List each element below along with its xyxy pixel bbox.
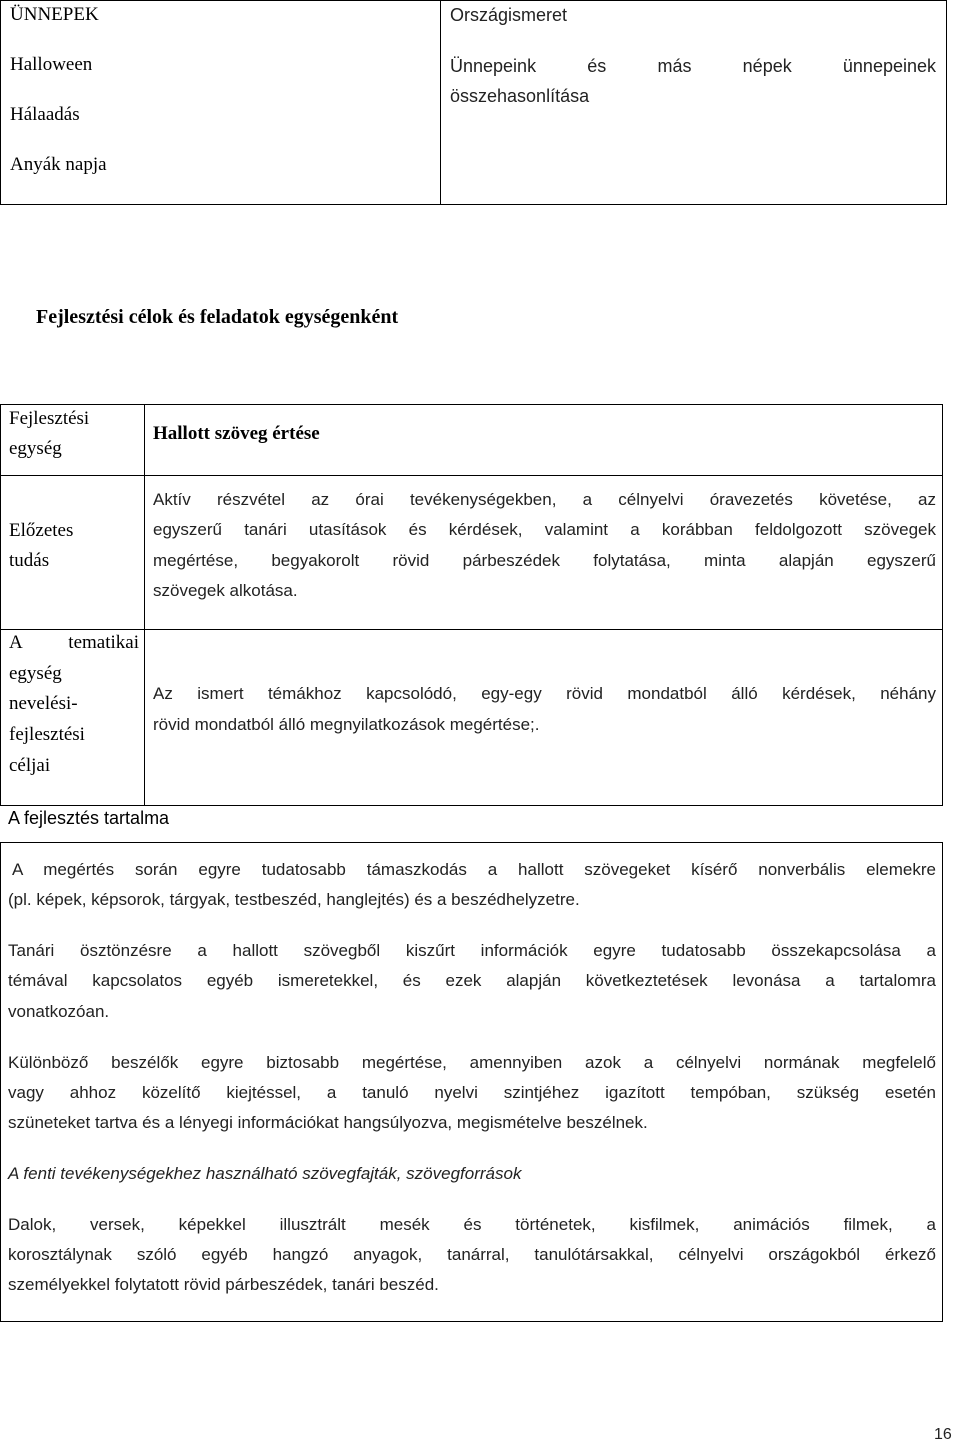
content-paragraph-line: szüneteket tartva és a lényegi információkat hangsúlyozva, megismételve beszélnek. [8,1113,648,1132]
content-paragraph-line: vagy ahhoz közelítő kiejtéssel, a tanuló nyelvi szintjéhez igazított tempóban, szükség esetén [8,1083,936,1102]
holiday-item: Halloween [10,54,93,75]
country-knowledge-line: Ünnepeink és más népek ünnepeinek [450,56,936,76]
unit-table-row-divider [0,629,943,630]
text-types-heading: A fenti tevékenységekhez használható szövegfajták, szövegforrások [8,1164,522,1183]
unit-table [0,404,943,806]
content-paragraph-line: korosztálynak szóló egyéb hangzó anyagok, tanárral, tanulótársakkal, célnyelvi országokból érkező [8,1245,936,1264]
row-label: tudás [9,550,50,571]
prior-knowledge-line: megértése, begyakorolt rövid párbeszédek folytatása, minta alapján egyszerű [153,551,936,570]
content-paragraph-line: vonatkozóan. [8,1002,110,1021]
prior-knowledge-line: egyszerű tanári utasítások és kérdések, valamint a korábban feldolgozott szövegek [153,520,936,539]
row-label: fejlesztési [9,724,85,745]
goals-line: Az ismert témákhoz kapcsolódó, egy-egy rövid mondatból álló kérdések, néhány [153,684,936,703]
page-number: 16 [934,1426,952,1443]
content-paragraph-line: személyekkel folytatott rövid párbeszédek, tanári beszéd. [8,1275,439,1294]
unit-table-row-divider [0,475,943,476]
holiday-item: Hálaadás [10,104,80,125]
row-label: egység [9,438,62,459]
country-knowledge-line: összehasonlítása [450,86,590,106]
unit-name: Hallott szöveg értése [153,423,320,444]
section-title: Fejlesztési célok és feladatok egységenként [36,306,399,328]
row-label: A tematikai [9,632,139,653]
country-knowledge-heading: Országismeret [450,5,568,25]
goals-line: rövid mondatból álló megnyilatkozások megértése;. [153,715,540,734]
holiday-item: Anyák napja [10,154,107,175]
content-paragraph-line: Különböző beszélők egyre biztosabb megértése, amennyiben azok a célnyelvi normának megfelelő [8,1053,936,1072]
content-heading: A fejlesztés tartalma [8,808,170,828]
prior-knowledge-line: szövegek alkotása. [153,581,298,600]
row-label: Előzetes [9,520,74,541]
row-label: céljai [9,755,51,776]
content-paragraph-line: témával kapcsolatos egyéb ismeretekkel, és ezek alapján következtetések levonása a tartalomra [8,971,936,990]
row-label: Fejlesztési [9,408,90,429]
row-label: egység [9,663,62,684]
content-paragraph-line: A megértés során egyre tudatosabb támaszkodás a hallott szövegeket kísérő nonverbális elemekre [12,860,936,879]
content-paragraph-line: Tanári ösztönzésre a hallott szövegből kiszűrt információk egyre tudatosabb összekapcsolása a [8,941,936,960]
holidays-heading: ÜNNEPEK [10,4,99,25]
content-paragraph-line: Dalok, versek, képekkel illusztrált mesék és történetek, kisfilmek, animációs filmek, a [8,1215,936,1234]
content-paragraph-line: (pl. képek, képsorok, tárgyak, testbeszéd, hanglejtés) és a beszédhelyzetre. [8,890,580,909]
prior-knowledge-line: Aktív részvétel az órai tevékenységekben, a célnyelvi óravezetés követése, az [153,490,936,509]
top-table-divider [440,0,441,205]
unit-table-column-divider [144,404,145,806]
row-label: nevelési- [9,693,78,714]
